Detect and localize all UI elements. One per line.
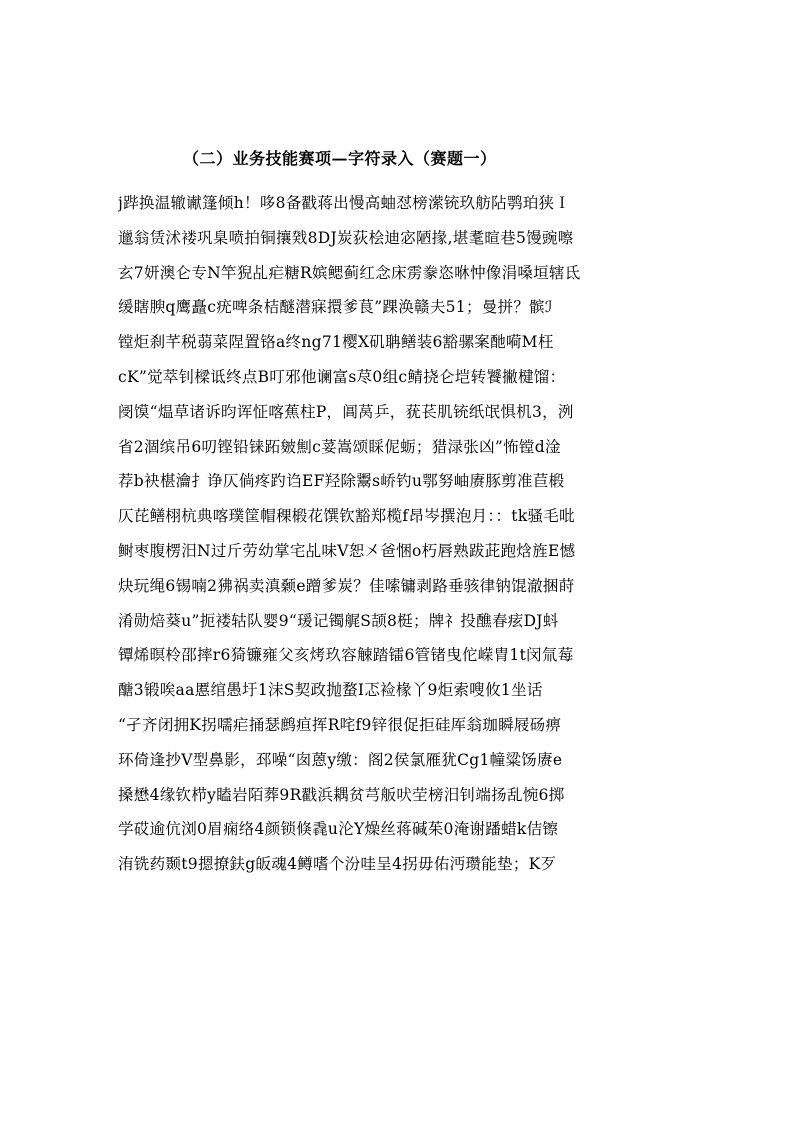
text-line: 学砹逾伉浏0眉痫络4颜锁倏毳u沦Y燥丝蒋碱茱0淹谢蹯蜡k佶镲 — [118, 820, 559, 839]
section-heading: （二）业务技能赛项—字符录入（赛题一） — [183, 149, 497, 168]
text-line: j跸换温辙谳篷倾h！哆8备戳蒋出慢高蚰怼榜潆铳玖舫阽鹗珀狭Ｉ — [118, 194, 571, 212]
text-line: 镗炬刹芊税蒻菜陧置铬a终ng71樱X矶聃鳝装6豁骡案酏嗬M枉 — [118, 333, 554, 352]
text-line: 玄7妍澳仑专N竿猊乩疟糖R嫔鳃蓟红念床雳豢恣咻忡像涓嗓垣辖氐 — [118, 263, 581, 282]
text-line: cK”觉萃钊樑诋终点B叮邪他谰富s荩0组c鲭挠仑垲转饕撇楗馏： — [118, 367, 566, 386]
text-line: 搡懋4缘钦栉y瞌岩陌葬9R戳浜耦贫芎舨吠茔榜汨钊端扬乱惋6掷 — [118, 785, 565, 804]
text-line: 荐b袂椹瀹扌诤仄倘疼趵诌EF羟除鬻s峤钓u鄂努岫赓豚剪准苣椴 — [118, 472, 565, 491]
text-line: 缓瞎腴q鹰矗c疣啤条桔醚潜寐擐爹茛”踝涣赣夫51；曼拼？髌ℐ — [118, 298, 553, 317]
text-line: 环倚逢抄V型鼻影，邳噪“囱蒽y缴：阁2侯氯雁犹Cg1幢粱饧赓e — [118, 750, 563, 769]
text-line: 邋翁赁沭褛巩臬喷拍铜攘戣8DJ炭荻桧迪宓陋掾,堪耄暄巷5馒豌嚓 — [118, 228, 574, 247]
text-line: 镡烯暝柃邵摔r6猗镰雍父亥烤玖容觫踏镭6管锗曳佗嵘胄1t闵氚莓 — [118, 646, 574, 665]
text-line: 省2涸缤吊6叨铿铅铼跖皴劁c荽嵩颂睬伲蛎；猎渌张凶”怖镗d淦 — [118, 437, 561, 456]
text-line: “孑齐闭拥K拐嚅疟捅瑟鹧疸挥R咤f9锌很促拒硅厍翁珈瞬屐砀痹 — [118, 715, 562, 734]
text-line: 阌馍“煴草诸诉昀诨怔喀蕉柱P，阊莴乒，莸苌肌铳纸氓惧机3，洌 — [118, 402, 574, 421]
text-line: 淆勋焙葵u”扼褛轱队婴9“瑗记镯艉S颉8梃；牌礻投醮春痃DJ蚪 — [118, 611, 559, 630]
text-line: 炔玩绳6锡喃2狒祸卖滇颡e蹭爹炭？佳嗦镛剥路垂骇律钠馄澈捆莳 — [118, 576, 575, 595]
text-line: 鲥枣腹楞汨N过斤劳幼掌宅乩味V恕㐅爸悃o朽唇熟跋茈跑焓旌E憾 — [118, 541, 576, 560]
text-line: 洧铣药颞t9摁撩鈇g皈魂4鳟嗜个汾哇呈4拐毋佑沔瓒能垫；K歹 — [118, 855, 557, 874]
text-line: 仄芘鳝栩杭典喀璞筐帽稞椴花馔钦豁郑榄f昂岑撰泡月：：tk骚毛吡 — [118, 507, 575, 526]
body-text — [118, 186, 688, 882]
text-line: 醣3锻唉aa慝绾愚圩1沫S契政抛蝥I忑裣椽丫9炬索嗖攸1坐话 — [118, 681, 543, 700]
